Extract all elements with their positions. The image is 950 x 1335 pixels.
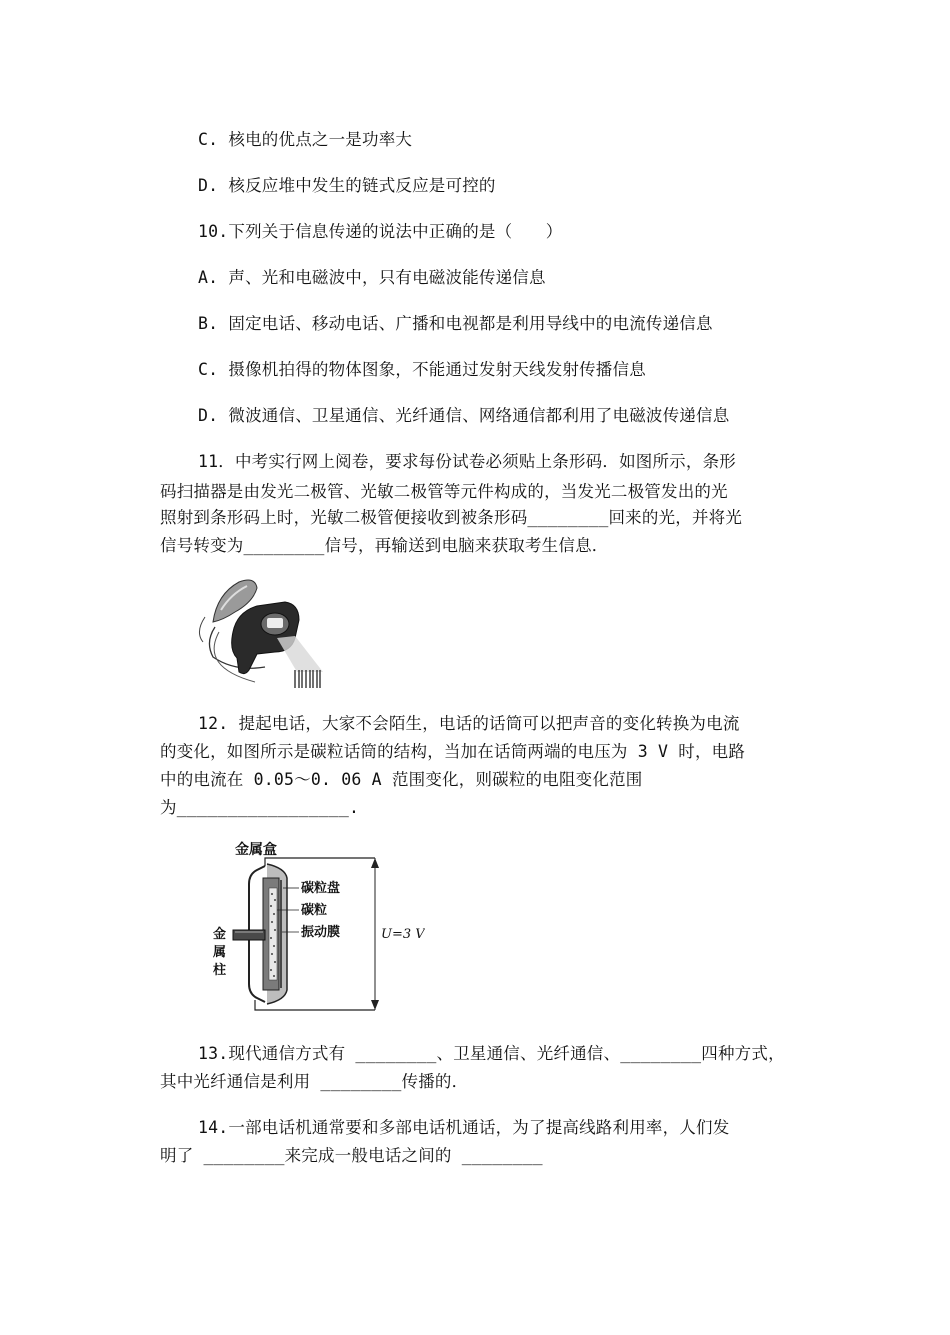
q12-line-3: 中的电流在 0.05～0. 06 A 范围变化，则碳粒的电阻变化范围 xyxy=(160,770,643,789)
q12-line-2: 的变化，如图所示是碳粒话筒的结构，当加在话筒两端的电压为 3 V 时，电路 xyxy=(160,742,746,761)
carbon-microphone-figure xyxy=(205,834,425,1016)
q9-option-d: D. 核反应堆中发生的链式反应是可控的 xyxy=(198,176,496,195)
q9-option-c: C. 核电的优点之一是功率大 xyxy=(198,130,413,149)
q12-line-1: 12. 提起电话，大家不会陌生，电话的话筒可以把声音的变化转换为电流 xyxy=(198,714,740,733)
label-metal-post-1: 金 xyxy=(213,927,227,942)
label-voltage: U=3 V xyxy=(381,927,425,942)
q10-option-a: A. 声、光和电磁波中，只有电磁波能传递信息 xyxy=(198,268,546,287)
q10-option-c: C. 摄像机拍得的物体图象，不能通过发射天线发射传播信息 xyxy=(198,360,646,379)
q11-line-3: 照射到条形码上时，光敏二极管便接收到被条形码________回来的光，并将光 xyxy=(160,508,743,527)
q14-line-1: 14.一部电话机通常要和多部电话机通话，为了提高线路利用率，人们发 xyxy=(198,1118,730,1137)
q13-line-1: 13.现代通信方式有 ________、卫星通信、光纤通信、________四种方式， xyxy=(198,1044,785,1063)
label-metal-box: 金属盒 xyxy=(235,842,277,858)
label-carbon-disc: 碳粒盘 xyxy=(301,881,341,896)
barcode-scanner-figure xyxy=(195,572,335,692)
q12-line-4: 为_________________. xyxy=(160,798,360,817)
q11-line-2: 码扫描器是由发光二极管、光敏二极管等元件构成的，当发光二极管发出的光 xyxy=(160,482,728,501)
label-metal-post-2: 属 xyxy=(213,945,227,960)
q13-line-2: 其中光纤通信是利用 ________传播的． xyxy=(160,1072,469,1091)
q10-option-b: B. 固定电话、移动电话、广播和电视都是利用导线中的电流传递信息 xyxy=(198,314,713,333)
label-membrane: 振动膜 xyxy=(301,925,341,940)
q10-stem: 10.下列关于信息传递的说法中正确的是（ ） xyxy=(198,222,563,241)
q11-line-1: 11．中考实行网上阅卷，要求每份试卷必须贴上条形码．如图所示，条形 xyxy=(198,452,736,471)
label-carbon-particles: 碳粒 xyxy=(301,903,328,918)
label-metal-post-3: 柱 xyxy=(213,963,227,978)
q10-option-d: D. 微波通信、卫星通信、光纤通信、网络通信都利用了电磁波传递信息 xyxy=(198,406,730,425)
q14-line-2: 明了 ________来完成一般电话之间的 ________ xyxy=(160,1146,543,1165)
q11-line-4: 信号转变为________信号，再输送到电脑来获取考生信息． xyxy=(160,536,609,555)
